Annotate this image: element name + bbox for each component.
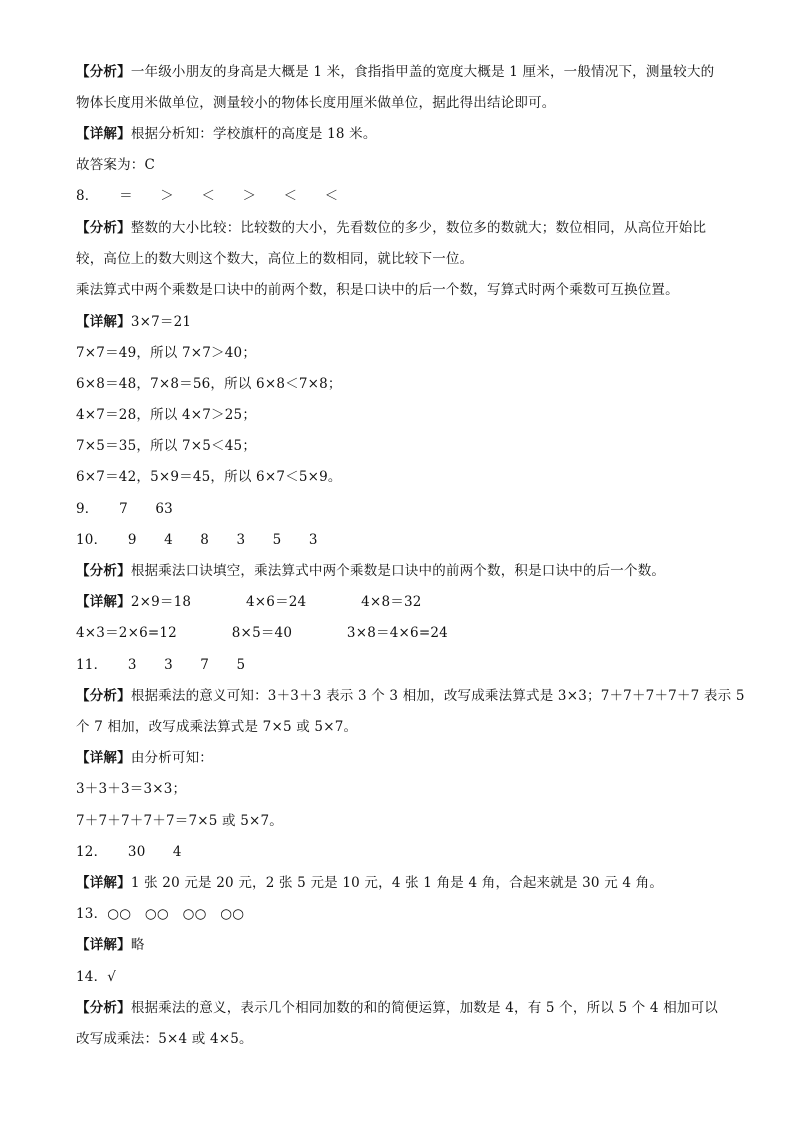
line-text: 14．√ xyxy=(76,969,117,985)
line-text: 整数的大小比较：比较数的大小，先看数位的多少，数位多的数就大；数位相同，从高位开始比 xyxy=(130,220,707,236)
line-text: 乘法算式中两个乘数是口诀中的前两个数，积是口诀中的后一个数，写算式时两个乘数可互换位置。 xyxy=(76,282,679,298)
section-tag: 【分析】 xyxy=(76,220,131,236)
text-line xyxy=(76,374,726,394)
line-text: 7×5＝35，所以 7×5＜45； xyxy=(76,438,257,454)
section-tag: 【分析】 xyxy=(76,64,131,80)
line-text: 7＋7＋7＋7＋7＝7×5 或 5×7。 xyxy=(76,813,284,829)
line-text: 4×7＝28，所以 4×7＞25； xyxy=(76,407,257,423)
line-text: 11． 3 3 7 5 xyxy=(76,657,246,673)
text-line xyxy=(76,717,726,737)
text-line xyxy=(76,592,726,612)
text-line xyxy=(76,935,726,955)
line-text: 12． 30 4 xyxy=(76,844,182,860)
section-tag: 【详解】 xyxy=(76,126,131,142)
line-text: 略 xyxy=(130,937,145,953)
text-line xyxy=(76,686,745,706)
text-line xyxy=(76,1029,726,1049)
line-text: 2×9＝18 4×6＝24 4×8＝32 xyxy=(130,594,422,610)
section-tag: 【分析】 xyxy=(76,688,131,704)
line-text: 物体长度用米做单位，测量较小的物体长度用厘米做单位，据此得出结论即可。 xyxy=(76,95,556,111)
text-line xyxy=(76,186,726,206)
line-text: 故答案为：C xyxy=(76,157,156,173)
line-text: 由分析可知： xyxy=(130,750,214,766)
text-line xyxy=(76,561,726,581)
line-text: 4×3＝2×6=12 8×5＝40 3×8＝4×6=24 xyxy=(76,625,448,641)
line-text: 根据乘法的意义可知：3＋3＋3 表示 3 个 3 相加，改写成乘法算式是 3×3；7＋7＋7＋7＋7 表示 5 xyxy=(130,688,745,704)
text-line xyxy=(76,249,726,269)
line-text: 6×7＝42，5×9＝45，所以 6×7＜5×9。 xyxy=(76,469,342,485)
text-line xyxy=(76,779,726,799)
text-line xyxy=(76,904,726,924)
section-tag: 【分析】 xyxy=(76,1000,131,1016)
section-tag: 【详解】 xyxy=(76,750,131,766)
section-tag: 【分析】 xyxy=(76,563,131,579)
section-tag: 【详解】 xyxy=(76,594,131,610)
text-line xyxy=(76,155,726,175)
line-text: 13．○○ ○○ ○○ ○○ xyxy=(76,906,245,922)
text-line xyxy=(76,124,726,144)
line-text: 个 7 相加，改写成乘法算式是 7×5 或 5×7。 xyxy=(76,719,358,735)
section-tag: 【详解】 xyxy=(76,937,131,953)
text-line xyxy=(76,623,726,643)
line-text: 8． ＝ ＞ ＜ ＞ ＜ ＜ xyxy=(76,188,339,204)
text-line xyxy=(76,499,726,519)
text-line xyxy=(76,436,726,456)
text-line xyxy=(76,343,726,363)
text-line xyxy=(76,967,726,987)
text-line xyxy=(76,655,726,675)
text-line xyxy=(76,998,726,1018)
line-text: 根据分析知：学校旗杆的高度是 18 米。 xyxy=(130,126,377,142)
line-text: 10． 9 4 8 3 5 3 xyxy=(76,532,318,548)
section-tag: 【详解】 xyxy=(76,314,131,330)
line-text: 改写成乘法：5×4 或 4×5。 xyxy=(76,1031,253,1047)
section-tag: 【详解】 xyxy=(76,875,131,891)
text-line xyxy=(76,811,726,831)
line-text: 9． 7 63 xyxy=(76,501,173,517)
text-line xyxy=(76,842,726,862)
line-text: 3＋3＋3＝3×3； xyxy=(76,781,187,797)
line-text: 根据乘法的意义，表示几个相同加数的和的简便运算，加数是 4，有 5 个，所以 5 个 4 相加可以 xyxy=(130,1000,719,1016)
line-text: 7×7＝49，所以 7×7＞40； xyxy=(76,345,257,361)
text-line xyxy=(76,748,726,768)
text-line xyxy=(76,405,726,425)
line-text: 1 张 20 元是 20 元，2 张 5 元是 10 元，4 张 1 角是 4 角，合起来就是 30 元 4 角。 xyxy=(130,875,664,891)
line-text: 3×7＝21 xyxy=(130,314,192,330)
line-text: 根据乘法口诀填空，乘法算式中两个乘数是口诀中的前两个数，积是口诀中的后一个数。 xyxy=(130,563,666,579)
text-line xyxy=(76,467,726,487)
text-line xyxy=(76,873,726,893)
line-text: 较，高位上的数大则这个数大，高位上的数相同，就比较下一位。 xyxy=(76,251,474,267)
line-text: 一年级小朋友的身高是大概是 1 米，食指指甲盖的宽度大概是 1 厘米，一般情况下，测量较大的 xyxy=(130,64,715,80)
line-text: 6×8＝48，7×8＝56，所以 6×8＜7×8； xyxy=(76,376,342,392)
text-line xyxy=(76,62,726,82)
text-line xyxy=(76,312,726,332)
text-line xyxy=(76,218,726,238)
text-line xyxy=(76,93,726,113)
text-line xyxy=(76,530,726,550)
text-line xyxy=(76,280,726,300)
